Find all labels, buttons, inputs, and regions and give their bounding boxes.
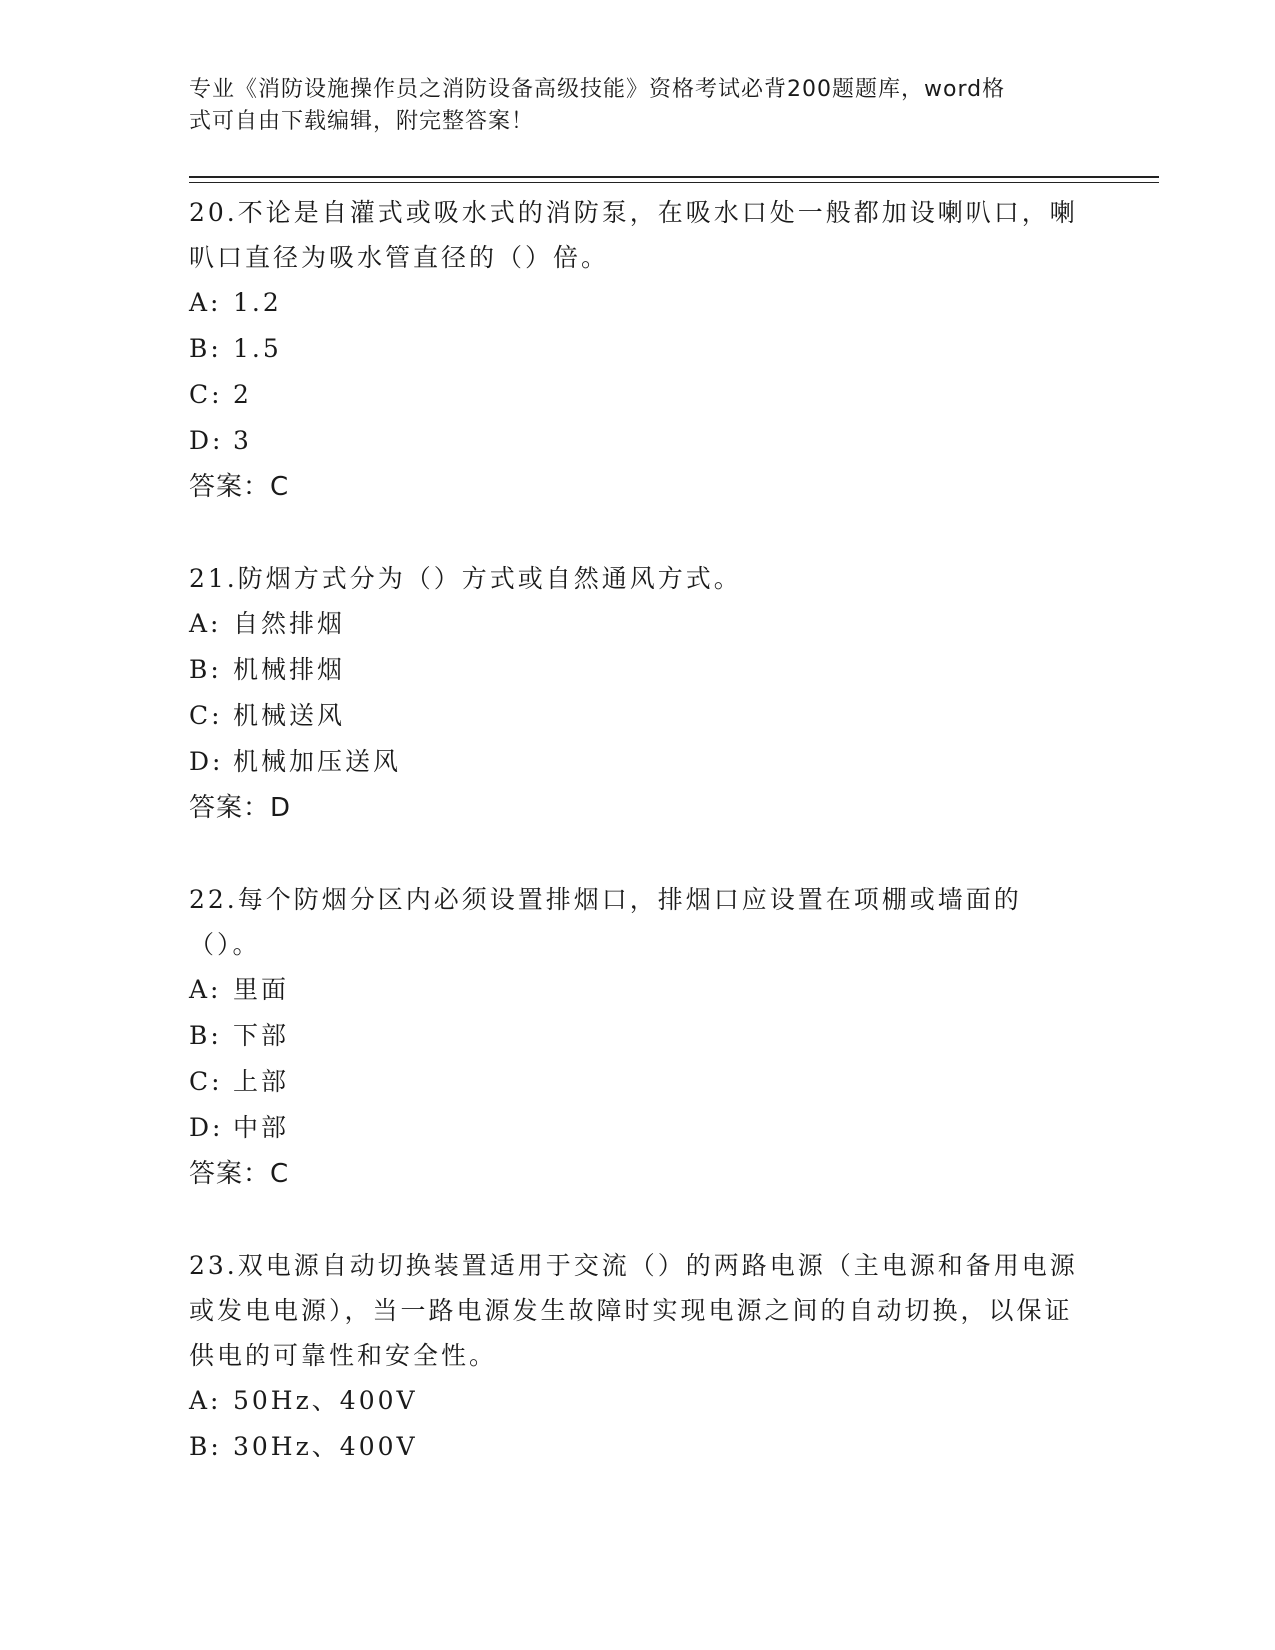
document-header	[189, 74, 1089, 138]
option-text: 2	[233, 380, 252, 409]
option-text: 机械排烟	[233, 655, 346, 684]
option-letter: B:	[189, 334, 222, 363]
header-line-2: 式可自由下载编辑，附完整答案！	[189, 109, 535, 134]
option-d	[189, 1105, 1089, 1151]
question-20	[189, 190, 1089, 510]
question-22	[189, 877, 1089, 1197]
header-divider-thick	[189, 176, 1159, 178]
question-text: 22.每个防烟分区内必须设置排烟口，排烟口应设置在项棚或墙面的（）。	[189, 885, 1022, 959]
option-letter: C:	[189, 1067, 223, 1096]
header-divider-thin	[189, 182, 1159, 183]
option-b	[189, 1013, 1089, 1059]
question-text: 23.双电源自动切换装置适用于交流（）的两路电源（主电源和备用电源或发电电源），当一路电源发生故障时实现电源之间的自动切换，以保证供电的可靠性和安全性。	[189, 1251, 1078, 1370]
option-text: 机械送风	[233, 701, 346, 730]
option-a	[189, 1378, 1089, 1424]
option-text: 3	[233, 426, 252, 455]
header-line-1: 专业《消防设施操作员之消防设备高级技能》资格考试必背200题题库，word格	[189, 77, 1006, 102]
answer-text: 答案：D	[189, 793, 292, 823]
option-text: 1.5	[233, 334, 282, 363]
option-letter: C:	[189, 380, 223, 409]
answer-text: 答案：C	[189, 472, 290, 502]
question-text: 21.防烟方式分为（）方式或自然通风方式。	[189, 564, 742, 593]
option-letter: D:	[189, 426, 224, 455]
option-letter: B:	[189, 1432, 222, 1461]
option-c	[189, 372, 1089, 418]
option-text: 30Hz、400V	[233, 1432, 418, 1461]
option-b	[189, 647, 1089, 693]
option-d	[189, 418, 1089, 464]
option-letter: D:	[189, 747, 224, 776]
option-text: 上部	[233, 1067, 290, 1096]
option-c	[189, 1059, 1089, 1105]
option-letter: A:	[189, 1386, 222, 1415]
option-d	[189, 739, 1089, 785]
option-letter: B:	[189, 1021, 222, 1050]
question-21	[189, 556, 1089, 831]
option-c	[189, 693, 1089, 739]
option-letter: B:	[189, 655, 222, 684]
option-a	[189, 601, 1089, 647]
answer-text: 答案：C	[189, 1159, 290, 1189]
option-text: 机械加压送风	[233, 747, 402, 776]
option-a	[189, 967, 1089, 1013]
option-letter: D:	[189, 1113, 224, 1142]
option-text: 下部	[233, 1021, 290, 1050]
option-letter: A:	[189, 288, 222, 317]
option-text: 自然排烟	[233, 609, 346, 638]
question-list	[189, 190, 1089, 1470]
option-letter: A:	[189, 975, 222, 1004]
option-letter: C:	[189, 701, 223, 730]
option-a	[189, 280, 1089, 326]
option-text: 里面	[233, 975, 290, 1004]
question-text: 20.不论是自灌式或吸水式的消防泵，在吸水口处一般都加设喇叭口，喇叭口直径为吸水管直径的（）倍。	[189, 198, 1078, 272]
option-b	[189, 326, 1089, 372]
option-letter: A:	[189, 609, 222, 638]
option-text: 中部	[233, 1113, 290, 1142]
option-b	[189, 1424, 1089, 1470]
option-text: 50Hz、400V	[233, 1386, 418, 1415]
question-23	[189, 1243, 1089, 1470]
option-text: 1.2	[233, 288, 282, 317]
